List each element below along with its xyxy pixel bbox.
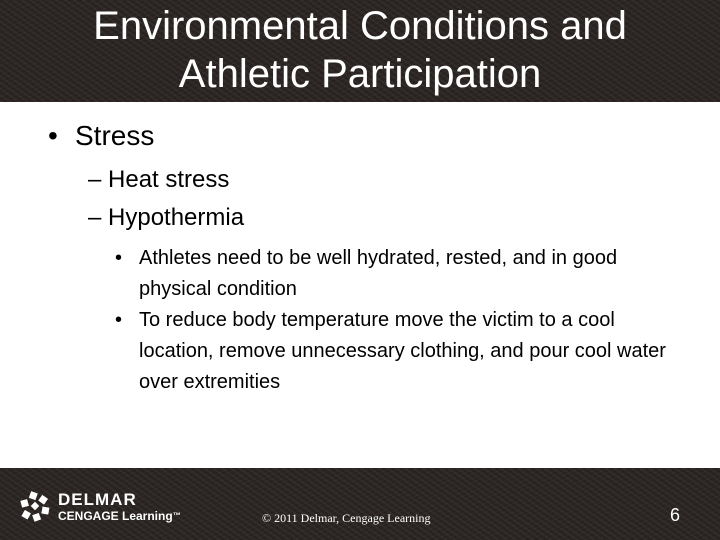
title-line-2: Athletic Participation xyxy=(178,52,542,96)
title-bar xyxy=(0,0,720,102)
bullet-text: Athletes need to be well hydrated, rested, and in good physical condition xyxy=(139,247,618,300)
title-line-1: Environmental Conditions and xyxy=(93,4,627,48)
logo-text-cengage xyxy=(58,508,181,524)
footer-bar xyxy=(0,468,720,540)
bullet-text: Stress xyxy=(75,120,155,151)
publisher-logo xyxy=(18,490,198,530)
slide-content xyxy=(0,102,720,468)
bullet-dot: • xyxy=(48,120,58,151)
bullet-text: To reduce body temperature move the victim to a cool location, remove unnecessary clothing, and pour cool water over extremities xyxy=(139,309,666,393)
slide-title xyxy=(0,2,720,98)
bullet-level2-heat-stress: – Heat stress xyxy=(88,166,230,193)
copyright-notice: © 2011 Delmar, Cengage Learning xyxy=(262,511,431,525)
page-number: 6 xyxy=(669,505,680,525)
logo-text-delmar: DELMAR xyxy=(58,490,137,509)
bullet-level2-hypothermia: – Hypothermia xyxy=(88,204,245,231)
delmar-cengage-logo-icon xyxy=(18,490,52,524)
trademark-symbol: ™ xyxy=(172,511,181,520)
bullet-dot: • xyxy=(115,247,123,269)
bullet-dot: • xyxy=(115,309,123,331)
logo-text-cengage-learning: CENGAGE Learning xyxy=(58,509,173,523)
